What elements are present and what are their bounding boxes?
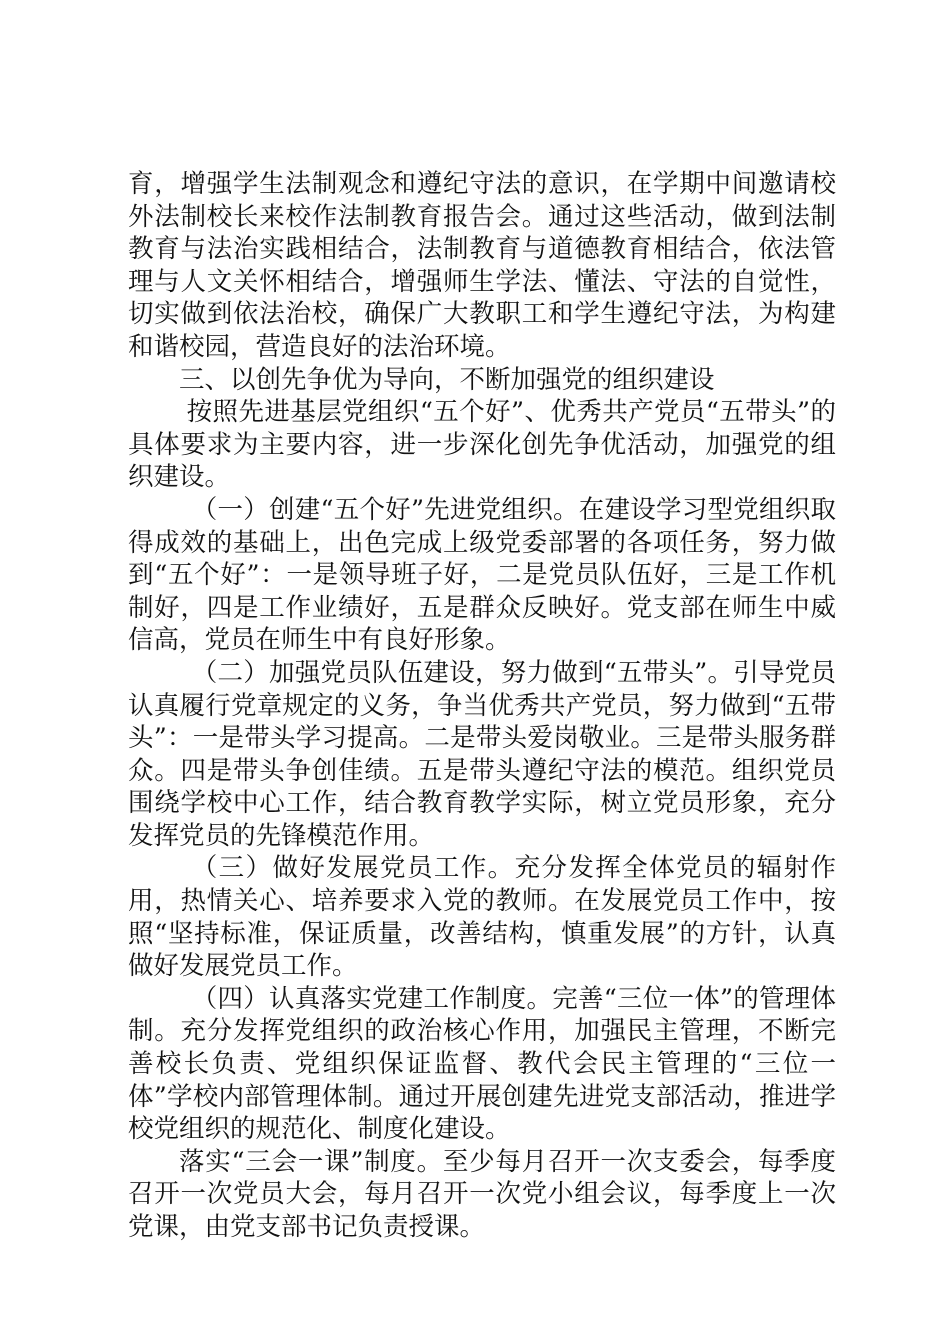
document-page bbox=[128, 168, 836, 1244]
section-heading-3: 三、以创先争优为导向，不断加强党的组织建设 bbox=[179, 364, 715, 395]
paragraph-item-4: （四）认真落实党建工作制度。完善“三位一体”的管理体制。充分发挥党组织的政治核心作用，加强民主管理，不断完善校长负责、党组织保证监督、教代会民主管理的“三位一体”学校内部管理体制。通过开展创建先进党支部活动，推进学校党组织的规范化、制度化建设。 bbox=[128, 983, 836, 1145]
paragraph-item-3: （三）做好发展党员工作。充分发挥全体党员的辐射作用，热情关心、培养要求入党的教师。在发展党员工作中，按照“坚持标准，保证质量，改善结构，慎重发展”的方针，认真做好发展党员工作。 bbox=[128, 853, 836, 982]
paragraph-continuation: 育，增强学生法制观念和遵纪守法的意识，在学期中间邀请校外法制校长来校作法制教育报告会。通过这些活动，做到法制教育与法治实践相结合，法制教育与道德教育相结合，依法管理与人文关怀相结合，增强师生学法、懂法、守法的自觉性，切实做到依法治校，确保广大教职工和学生遵纪守法，为构建和谐校园，营造良好的法治环境。 bbox=[128, 169, 836, 362]
paragraph-item-1: （一）创建“五个好”先进党组织。在建设学习型党组织取得成效的基础上，出色完成上级党委部署的各项任务，努力做到“五个好”：一是领导班子好，二是党员队伍好，三是工作机制好，四是工作业绩好，五是群众反映好。党支部在师生中威信高，党员在师生中有良好形象。 bbox=[128, 494, 836, 656]
paragraph-three-meetings: 落实“三会一课”制度。至少每月召开一次支委会，每季度召开一次党员大会，每月召开一次党小组会议，每季度上一次党课，由党支部书记负责授课。 bbox=[128, 1146, 836, 1242]
paragraph-intro: 按照先进基层党组织“五个好”、优秀共产党员“五带头”的具体要求为主要内容，进一步深化创先争优活动，加强党的组织建设。 bbox=[128, 397, 836, 493]
paragraph-item-2: （二）加强党员队伍建设，努力做到“五带头”。引导党员认真履行党章规定的义务，争当优秀共产党员，努力做到“五带头”：一是带头学习提高。二是带头爱岗敬业。三是带头服务群众。四是带头争创佳绩。五是带头遵纪守法的模范。组织党员围绕学校中心工作，结合教育教学实际，树立党员形象，充分发挥党员的先锋模范作用。 bbox=[128, 657, 836, 851]
